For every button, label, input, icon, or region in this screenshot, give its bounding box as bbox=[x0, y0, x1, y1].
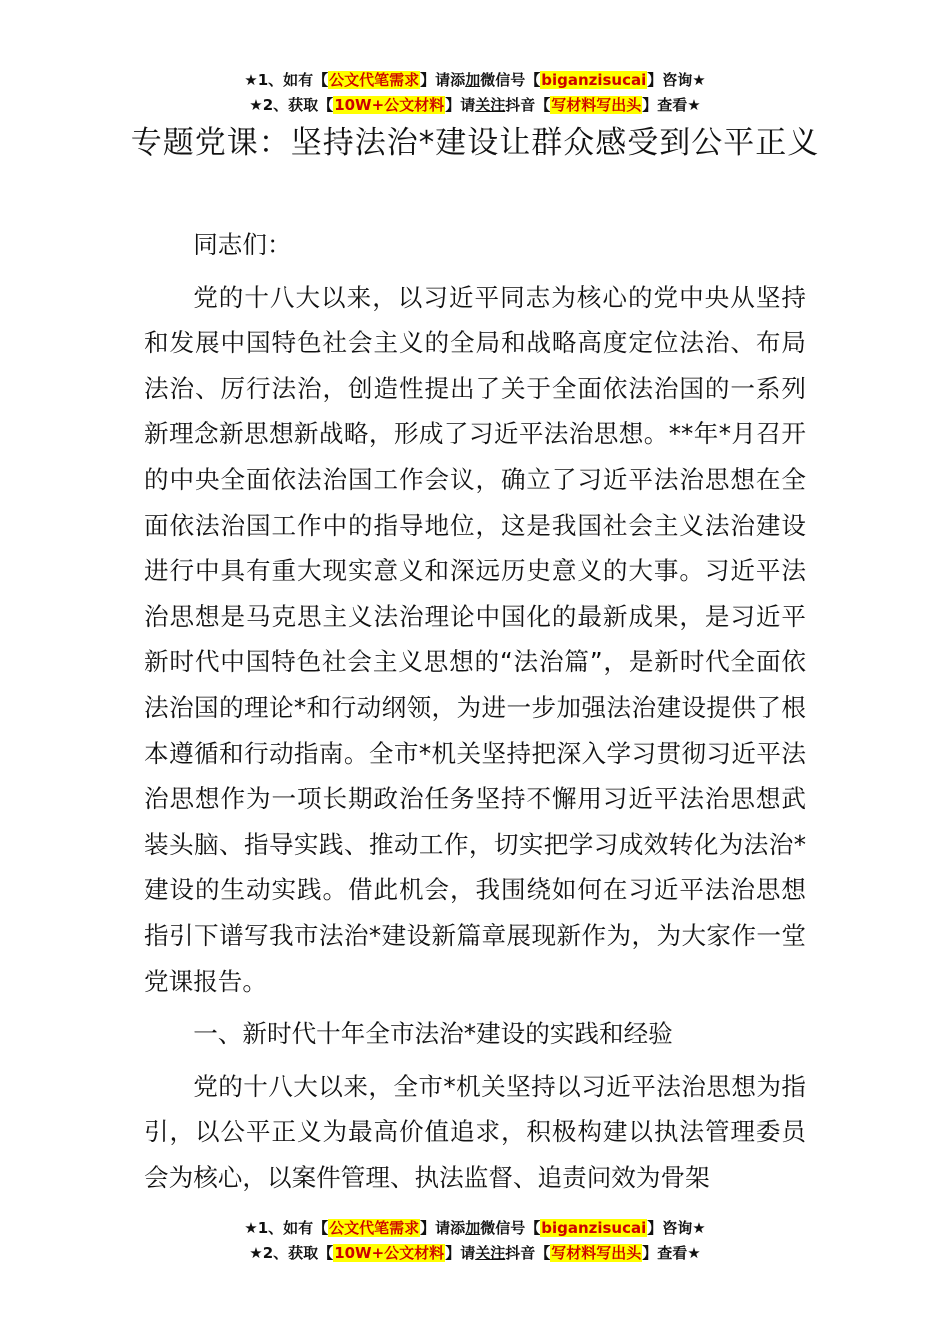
header-banner bbox=[0, 68, 950, 118]
banner-text: 抖音【 bbox=[505, 96, 551, 114]
banner-highlight: 10W+公文材料 bbox=[334, 1244, 445, 1262]
banner-text: 微信号【 bbox=[480, 71, 541, 89]
banner-line-2 bbox=[0, 1241, 950, 1266]
banner-underline: 关注 bbox=[475, 96, 506, 114]
banner-text: 】查看★ bbox=[642, 96, 701, 114]
banner-text: 】查看★ bbox=[642, 1244, 701, 1262]
banner-text: ★2、获取【 bbox=[249, 1244, 334, 1262]
banner-text: ★1、如有【 bbox=[244, 71, 329, 89]
banner-highlight: biganzisucai bbox=[541, 71, 647, 89]
banner-highlight: 写材料写出头 bbox=[551, 1244, 642, 1262]
banner-text: 】请添 bbox=[420, 1219, 466, 1237]
banner-highlight: 公文代笔需求 bbox=[329, 1219, 420, 1237]
footer-banner bbox=[0, 1216, 950, 1266]
banner-text: ★2、获取【 bbox=[249, 96, 334, 114]
banner-line-2 bbox=[0, 93, 950, 118]
banner-underline: 加 bbox=[465, 1219, 481, 1237]
banner-text: 】咨询★ bbox=[647, 1219, 706, 1237]
banner-text: 抖音【 bbox=[505, 1244, 551, 1262]
banner-highlight: 写材料写出头 bbox=[551, 96, 642, 114]
section-heading: 一、新时代十年全市法治*建设的实践和经验 bbox=[193, 1019, 673, 1049]
banner-line-1 bbox=[0, 68, 950, 93]
banner-text: 】请添 bbox=[420, 71, 466, 89]
banner-underline: 加 bbox=[465, 71, 481, 89]
banner-text: 】请 bbox=[445, 96, 476, 114]
paragraph: 党的十八大以来，全市*机关坚持以习近平法治思想为指引，以公平正义为最高价值追求，积极构建以执法管理委员会为核心，以案件管理、执法监督、追责问效为骨架 bbox=[144, 1071, 806, 1192]
banner-text: 】请 bbox=[445, 1244, 476, 1262]
paragraph: 党的十八大以来，以习近平同志为核心的党中央从坚持和发展中国特色社会主义的全局和战略高度定位法治、布局法治、厉行法治，创造性提出了关于全面依法治国的一系列新理念新思想新战略，形成了习近平法治思想。**年*月召开的中央全面依法治国工作会议，确立了习近平法治思想在全面依法治国工作中的指导地位，这是我国社会主义法治建设进行中具有重大现实意义和深远历史意义的大事。习近平法治思想是马克思主义法治理论中国化的最新成果，是习近平新时代中国特色社会主义思想的“法治篇”，是新时代全面依法治国的理论*和行动纲领，为进一步加强法治建设提供了根本遵循和行动指南。全市*机关坚持把深入学习贯彻习近平法治思想作为一项长期政治任务坚持不懈用习近平法治思想武装头脑、指导实践、推动工作，切实把学习成效转化为法治*建设的生动实践。借此机会，我围绕如何在习近平法治思想指引下谱写我市法治*建设新篇章展现新作为，为大家作一堂党课报告。 bbox=[144, 282, 806, 996]
banner-underline: 关注 bbox=[475, 1244, 506, 1262]
banner-text: 微信号【 bbox=[480, 1219, 541, 1237]
banner-line-1 bbox=[0, 1216, 950, 1241]
banner-text: ★1、如有【 bbox=[244, 1219, 329, 1237]
salutation: 同志们： bbox=[193, 230, 292, 259]
banner-highlight: 公文代笔需求 bbox=[329, 71, 420, 89]
banner-highlight: 10W+公文材料 bbox=[334, 96, 445, 114]
banner-text: 】咨询★ bbox=[647, 71, 706, 89]
banner-highlight: biganzisucai bbox=[541, 1219, 647, 1237]
document-title: 专题党课：坚持法治*建设让群众感受到公平正义 bbox=[130, 125, 820, 161]
document-body bbox=[144, 222, 806, 1207]
